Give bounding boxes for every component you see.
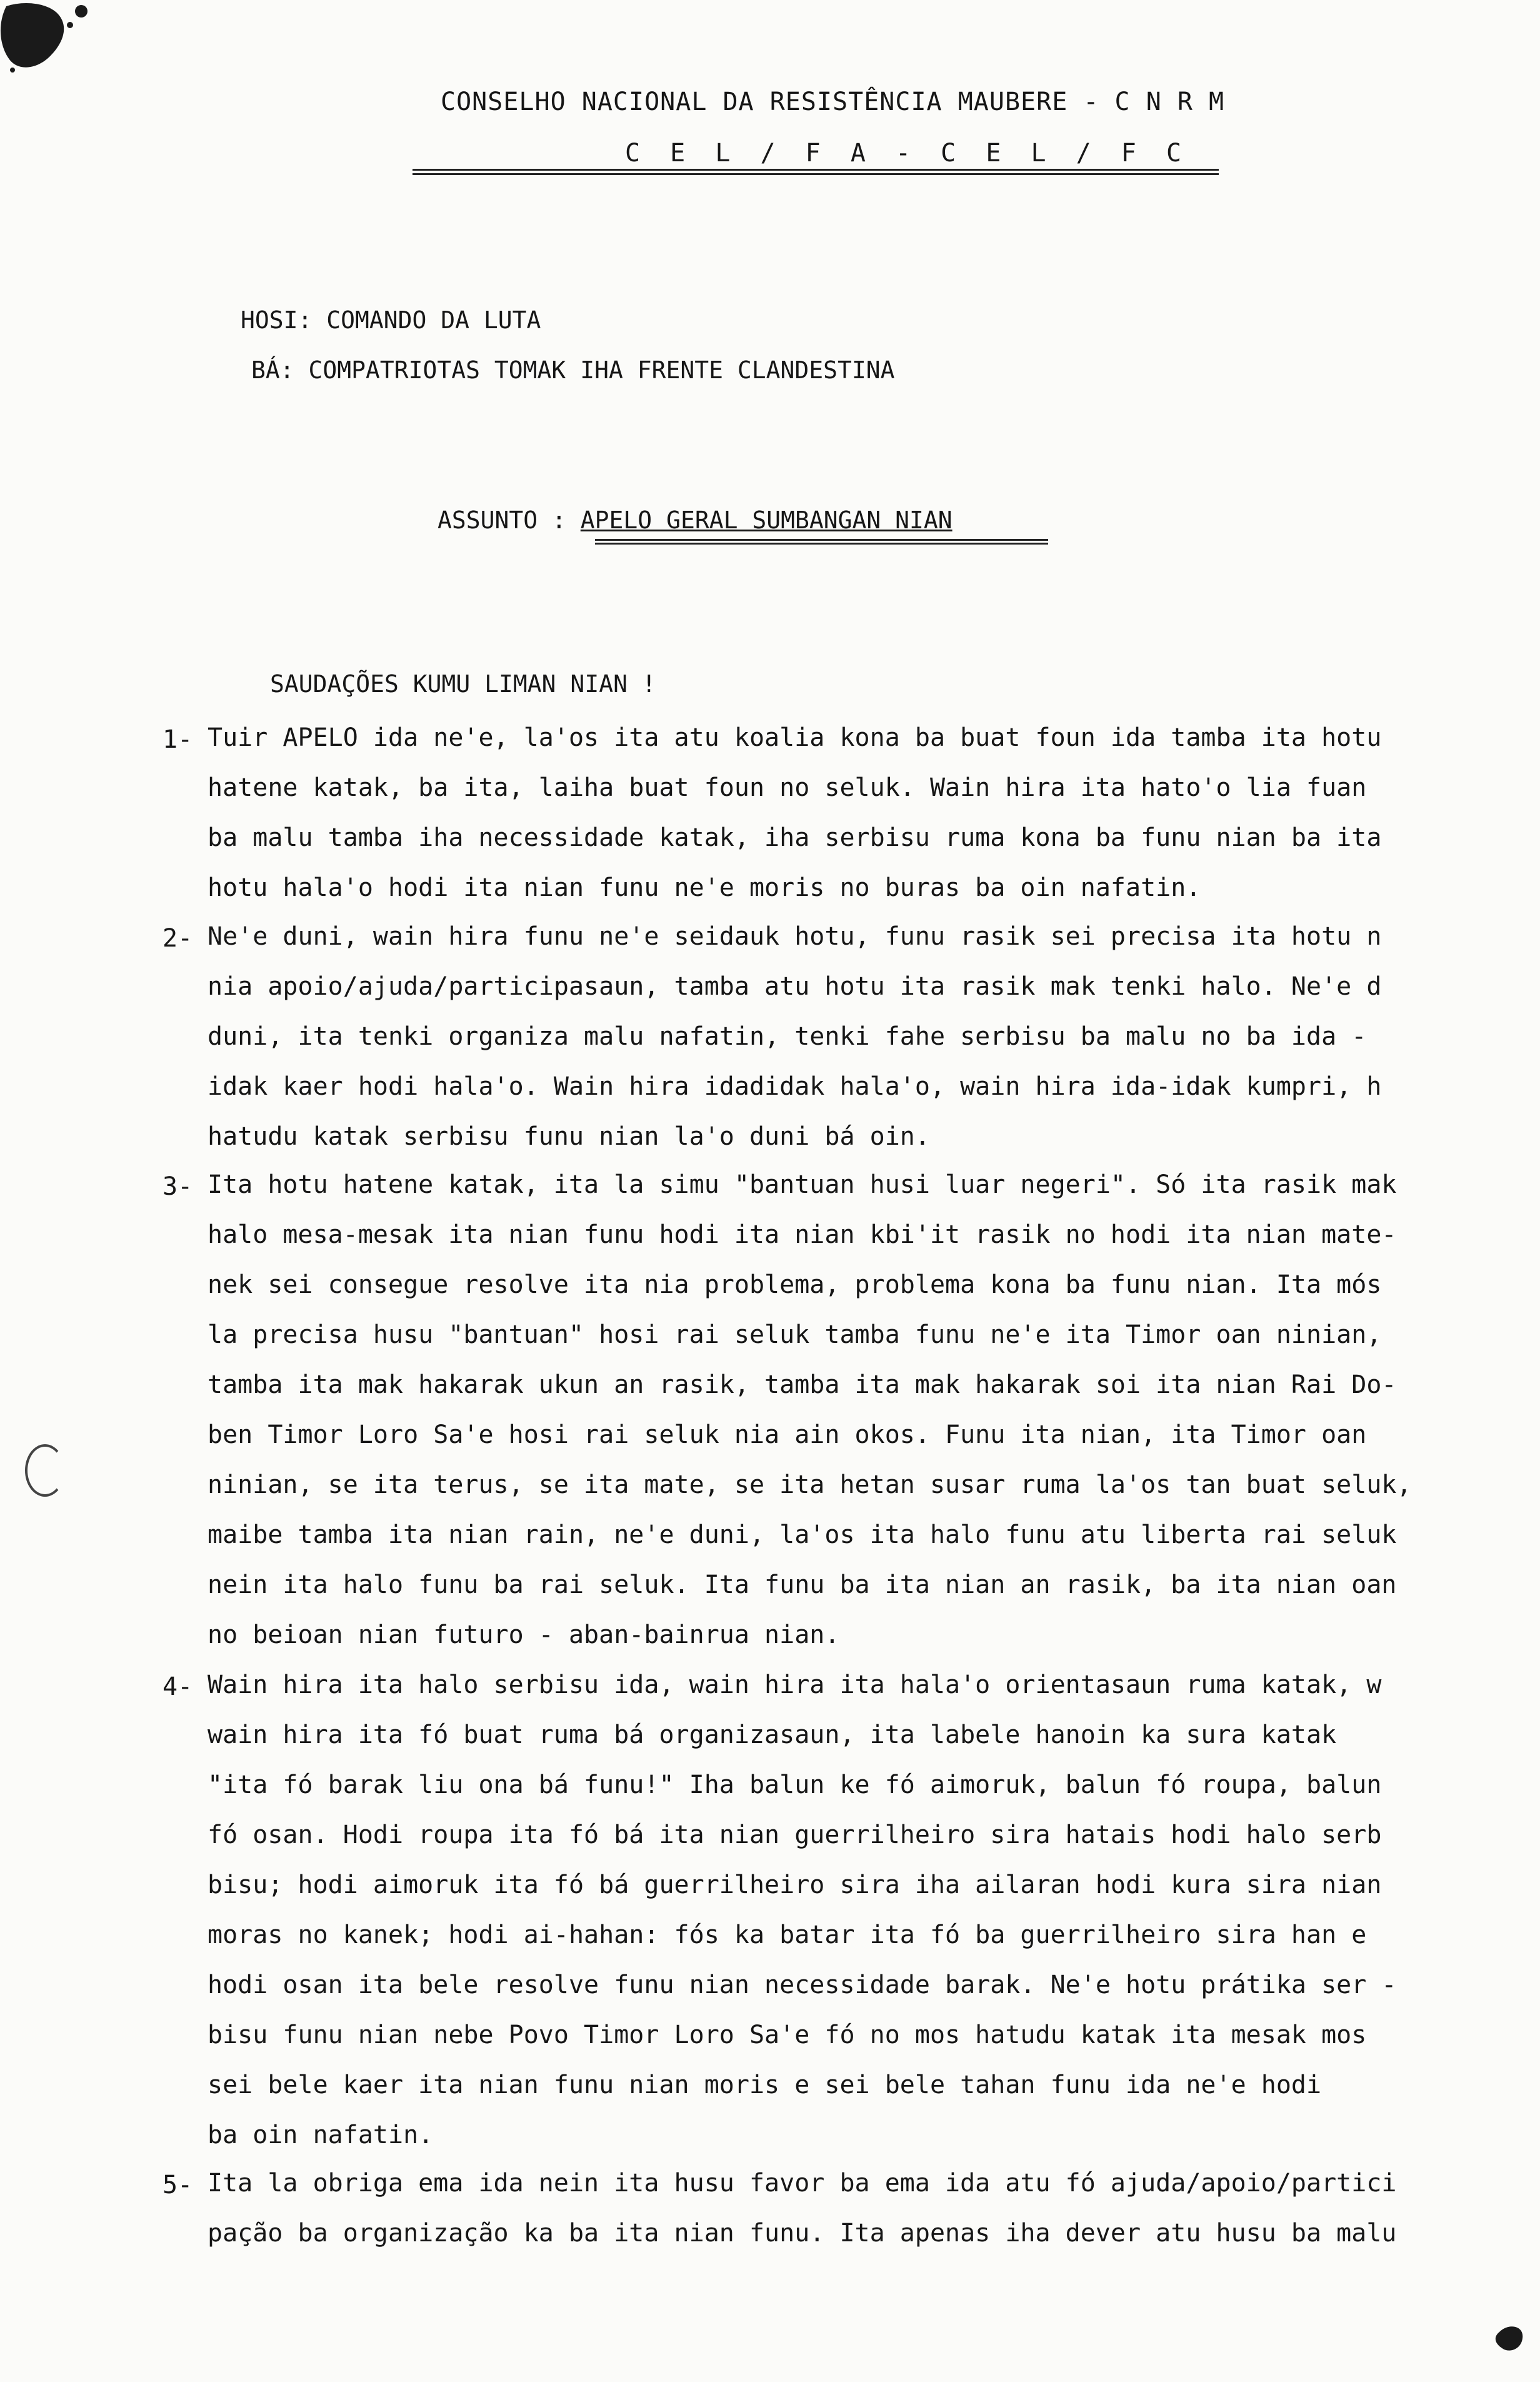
paragraph-line: ben Timor Loro Sa'e hosi rai seluk nia ain okos. Funu ita nian, ita Timor oan <box>208 1420 1367 1449</box>
paragraph-line: hatudu katak serbisu funu nian la'o duni bá oin. <box>208 1122 930 1151</box>
paragraph-line: halo mesa-mesak ita nian funu hodi ita nian kbi'it rasik no hodi ita nian mate- <box>208 1220 1397 1249</box>
paragraph-line: Ne'e duni, wain hira funu ne'e seidauk hotu, funu rasik sei precisa ita hotu n <box>208 922 1382 951</box>
paragraph-line: fó osan. Hodi roupa ita fó bá ita nian guerrilheiro sira hatais hodi halo serb <box>208 1821 1382 1849</box>
paragraph-line: idak kaer hodi hala'o. Wain hira idadidak hala'o, wain hira ida-idak kumpri, h <box>208 1072 1382 1101</box>
recipient-line: BÁ: COMPATRIOTAS TOMAK IHA FRENTE CLANDESTINA <box>251 356 895 384</box>
paragraph-line: Wain hira ita halo serbisu ida, wain hira ita hala'o orientasaun ruma katak, w <box>208 1671 1382 1699</box>
paragraph-line: bisu; hodi aimoruk ita fó bá guerrilheiro sira iha ailaran hodi kura sira nian <box>208 1871 1382 1899</box>
paragraph-line: moras no kanek; hodi ai-hahan: fós ka batar ita fó ba guerrilheiro sira han e <box>208 1921 1367 1949</box>
paragraph-line: sei bele kaer ita nian funu nian moris e sei bele tahan funu ida ne'e hodi <box>208 2071 1322 2099</box>
paragraph-line: ninian, se ita terus, se ita mate, se ita hetan susar ruma la'os tan buat seluk, <box>208 1470 1412 1499</box>
paragraph-number: 3- <box>162 1172 193 1201</box>
subject-value: APELO GERAL SUMBANGAN NIAN <box>580 506 952 534</box>
paragraph-number: 5- <box>162 2171 193 2199</box>
paragraph-line: Ita hotu hatene katak, ita la simu "bantuan husi luar negeri". Só ita rasik mak <box>208 1170 1397 1199</box>
paragraph-number: 4- <box>162 1672 193 1701</box>
paragraph-line: maibe tamba ita nian rain, ne'e duni, la'os ita halo funu atu liberta rai seluk <box>208 1520 1397 1549</box>
paragraph-line: wain hira ita fó buat ruma bá organizasaun, ita labele hanoin ka sura katak <box>208 1721 1337 1749</box>
paragraph-line: ba oin nafatin. <box>208 2121 434 2149</box>
paragraph-line: nek sei consegue resolve ita nia problema, problema kona ba funu nian. Ita mós <box>208 1270 1382 1299</box>
header-double-rule <box>412 169 1219 175</box>
paragraph-line: "ita fó barak liu ona bá funu!" Iha balun ke fó aimoruk, balun fó roupa, balun <box>208 1771 1382 1799</box>
sender-line: HOSI: COMANDO DA LUTA <box>241 306 541 334</box>
greeting-line: SAUDAÇÕES KUMU LIMAN NIAN ! <box>270 670 656 698</box>
organization-title: CONSELHO NACIONAL DA RESISTÊNCIA MAUBERE - C N R M <box>441 88 1225 116</box>
subject-label: ASSUNTO : <box>438 506 566 534</box>
subject-double-rule <box>595 539 1048 545</box>
punch-hole-mark <box>25 1444 65 1497</box>
paragraph-line: la precisa husu "bantuan" hosi rai seluk tamba funu ne'e ita Timor oan ninian, <box>208 1320 1382 1349</box>
paragraph-line: hotu hala'o hodi ita nian funu ne'e moris no buras ba oin nafatin. <box>208 873 1201 902</box>
ink-blot-stain <box>0 0 94 75</box>
paragraph-number: 2- <box>162 924 193 953</box>
paragraph-line: hodi osan ita bele resolve funu nian necessidade barak. Ne'e hotu prátika ser - <box>208 1971 1397 1999</box>
paragraph-line: ba malu tamba iha necessidade katak, iha serbisu ruma kona ba funu nian ba ita <box>208 823 1382 852</box>
paragraph-line: hatene katak, ba ita, laiha buat foun no seluk. Wain hira ita hato'o lia fuan <box>208 773 1367 802</box>
ink-blot-corner <box>1490 2319 1528 2357</box>
paragraph-line: no beioan nian futuro - aban-bainrua nian. <box>208 1621 840 1649</box>
paragraph-line: bisu funu nian nebe Povo Timor Loro Sa'e fó no mos hatudu katak ita mesak mos <box>208 2021 1367 2049</box>
paragraph-number: 1- <box>162 725 193 754</box>
paragraph-line: nia apoio/ajuda/participasaun, tamba atu hotu ita rasik mak tenki halo. Ne'e d <box>208 972 1382 1001</box>
paragraph-line: Ita la obriga ema ida nein ita husu favor ba ema ida atu fó ajuda/apoio/partici <box>208 2169 1397 2198</box>
paragraph-line: duni, ita tenki organiza malu nafatin, tenki fahe serbisu ba malu no ba ida - <box>208 1022 1367 1051</box>
paragraph-line: Tuir APELO ida ne'e, la'os ita atu koalia kona ba buat foun ida tamba ita hotu <box>208 723 1382 752</box>
paragraph-line: pação ba organização ka ba ita nian funu. Ita apenas iha dever atu husu ba malu <box>208 2219 1397 2248</box>
paragraph-line: tamba ita mak hakarak ukun an rasik, tamba ita mak hakarak soi ita nian Rai Do- <box>208 1370 1397 1399</box>
paragraph-line: nein ita halo funu ba rai seluk. Ita funu ba ita nian an rasik, ba ita nian oan <box>208 1570 1397 1599</box>
subject-line <box>438 506 952 534</box>
organization-subtitle: C E L / F A - C E L / F C <box>625 139 1189 168</box>
